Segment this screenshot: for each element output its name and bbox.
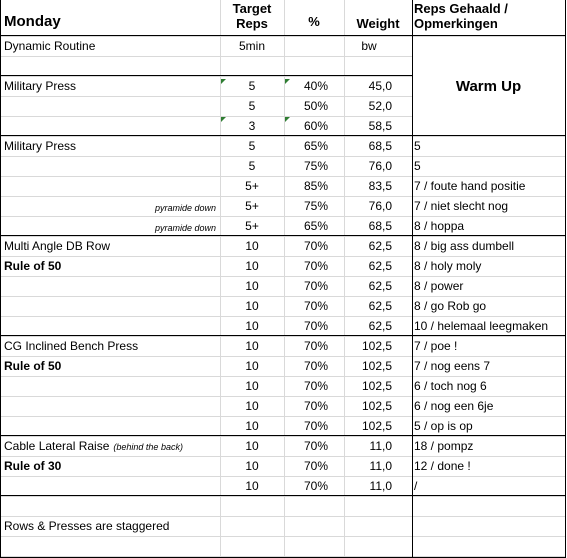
- percent-cell[interactable]: 70%: [303, 399, 328, 413]
- reps-cell[interactable]: 10: [245, 399, 259, 413]
- header-target-reps-1[interactable]: Target: [232, 1, 272, 16]
- result-cell[interactable]: 6 / nog een 6je: [414, 399, 494, 413]
- result-cell[interactable]: 10 / helemaal leegmaken: [414, 319, 549, 333]
- exercise-cell[interactable]: Rule of 50: [4, 359, 62, 373]
- result-cell[interactable]: 8 / power: [414, 279, 464, 293]
- comment-indicator-icon: [221, 79, 226, 84]
- percent-cell[interactable]: 75%: [303, 159, 328, 173]
- reps-cell[interactable]: 5+: [245, 219, 259, 233]
- weight-cell[interactable]: 11,0: [369, 439, 392, 453]
- gridline-h: [0, 376, 565, 377]
- reps-cell[interactable]: 10: [245, 279, 259, 293]
- border-section: [0, 335, 565, 336]
- result-cell[interactable]: 5: [414, 159, 421, 173]
- pyramid-note[interactable]: pyramide down: [154, 203, 216, 213]
- border-section: [0, 75, 412, 76]
- gridline-h: [0, 496, 565, 497]
- gridline-h: [0, 296, 565, 297]
- reps-cell[interactable]: 5: [248, 99, 256, 113]
- exercise-cell[interactable]: Rule of 50: [4, 259, 62, 273]
- percent-cell[interactable]: 70%: [303, 379, 328, 393]
- gridline-h: [0, 336, 565, 337]
- weight-cell[interactable]: 102,5: [361, 379, 392, 393]
- percent-cell[interactable]: 70%: [303, 339, 328, 353]
- percent-cell[interactable]: 65%: [303, 219, 328, 233]
- result-cell[interactable]: /: [414, 479, 418, 493]
- reps-cell[interactable]: 3: [248, 119, 256, 133]
- percent-cell[interactable]: 50%: [303, 99, 328, 113]
- weight-cell[interactable]: bw: [361, 39, 377, 53]
- comment-indicator-icon: [285, 79, 290, 84]
- percent-cell[interactable]: 85%: [303, 179, 328, 193]
- gridline-h: [0, 196, 565, 197]
- weight-cell[interactable]: 102,5: [361, 359, 392, 373]
- header-weight[interactable]: Weight: [356, 16, 400, 31]
- percent-cell[interactable]: 70%: [303, 459, 328, 473]
- exercise-inline-note: (behind the back): [113, 442, 183, 452]
- weight-cell[interactable]: 76,0: [368, 199, 392, 213]
- weight-cell[interactable]: 62,5: [368, 319, 392, 333]
- result-cell[interactable]: 6 / toch nog 6: [414, 379, 487, 393]
- weight-cell[interactable]: 45,0: [368, 79, 392, 93]
- exercise-cell[interactable]: Dynamic Routine: [4, 39, 96, 53]
- percent-cell[interactable]: 70%: [303, 479, 328, 493]
- gridline-h: [0, 416, 565, 417]
- border-section: [0, 435, 565, 436]
- gridline-h: [0, 276, 565, 277]
- percent-cell[interactable]: 70%: [303, 439, 328, 453]
- weight-cell[interactable]: 62,5: [368, 279, 392, 293]
- result-cell[interactable]: 7 / foute hand positie: [414, 179, 526, 193]
- gridline-h: [0, 236, 565, 237]
- result-cell[interactable]: 5 / op is op: [414, 419, 473, 433]
- percent-cell[interactable]: 60%: [303, 119, 328, 133]
- weight-cell[interactable]: 83,5: [368, 179, 392, 193]
- reps-cell[interactable]: 5: [248, 139, 256, 153]
- header-percent[interactable]: %: [308, 14, 320, 29]
- header-reps-done-2[interactable]: Opmerkingen: [414, 16, 498, 31]
- exercise-cell[interactable]: Rows & Presses are staggered: [4, 519, 170, 533]
- reps-cell[interactable]: 10: [245, 419, 259, 433]
- result-cell[interactable]: 5: [414, 139, 421, 153]
- header-target-reps-2[interactable]: Reps: [236, 16, 268, 31]
- result-cell[interactable]: 7 / poe !: [414, 339, 458, 353]
- gridline-h: [0, 356, 565, 357]
- reps-cell[interactable]: 5+: [245, 199, 259, 213]
- gridline-h: [0, 316, 565, 317]
- reps-cell[interactable]: 10: [245, 439, 259, 453]
- weight-cell[interactable]: 76,0: [368, 159, 392, 173]
- result-cell[interactable]: 12 / done !: [414, 459, 471, 473]
- border-section: [0, 135, 565, 136]
- weight-cell[interactable]: 102,5: [361, 419, 392, 433]
- result-cell[interactable]: 8 / hoppa: [414, 219, 465, 233]
- reps-cell[interactable]: 10: [245, 379, 259, 393]
- percent-cell[interactable]: 70%: [303, 259, 328, 273]
- weight-cell[interactable]: 62,5: [368, 299, 392, 313]
- reps-cell[interactable]: 5: [248, 159, 256, 173]
- exercise-cell[interactable]: CG Inclined Bench Press: [4, 339, 139, 353]
- result-cell[interactable]: 8 / holy moly: [414, 259, 482, 273]
- result-cell[interactable]: 7 / nog eens 7: [414, 359, 491, 373]
- percent-cell[interactable]: 70%: [303, 359, 328, 373]
- weight-cell[interactable]: 58,5: [368, 119, 392, 133]
- border-section: [0, 495, 565, 496]
- warm-up-label[interactable]: Warm Up: [455, 78, 522, 95]
- result-cell[interactable]: 8 / big ass dumbell: [414, 239, 515, 253]
- weight-cell[interactable]: 68,5: [368, 139, 392, 153]
- reps-cell[interactable]: 10: [245, 239, 259, 253]
- border-right: [565, 0, 566, 558]
- weight-cell[interactable]: 102,5: [361, 339, 392, 353]
- reps-cell[interactable]: 10: [245, 299, 259, 313]
- gridline-h: [0, 176, 565, 177]
- gridline-h: [0, 396, 565, 397]
- gridline-h: [0, 516, 565, 517]
- results-top-cell[interactable]: [413, 37, 565, 77]
- reps-cell[interactable]: 10: [245, 359, 259, 373]
- weight-cell[interactable]: 102,5: [361, 399, 392, 413]
- percent-cell[interactable]: 75%: [303, 199, 328, 213]
- gridline-h: [0, 136, 565, 137]
- comment-indicator-icon: [221, 117, 226, 122]
- exercise-cell[interactable]: Military Press: [4, 139, 77, 153]
- reps-cell[interactable]: 5+: [245, 179, 259, 193]
- reps-cell[interactable]: 10: [245, 259, 259, 273]
- exercise-cell[interactable]: Cable Lateral Raise (behind the back): [4, 439, 183, 453]
- reps-cell[interactable]: 5min: [238, 39, 265, 53]
- gridline-h: [0, 536, 565, 537]
- percent-cell[interactable]: 65%: [303, 139, 328, 153]
- percent-cell[interactable]: 70%: [303, 239, 328, 253]
- percent-cell[interactable]: 70%: [303, 419, 328, 433]
- comment-indicator-icon: [285, 117, 290, 122]
- border-section: [0, 235, 565, 236]
- pyramid-note[interactable]: pyramide down: [154, 223, 216, 233]
- weight-cell[interactable]: 11,0: [369, 479, 392, 493]
- percent-cell[interactable]: 70%: [303, 299, 328, 313]
- result-cell[interactable]: 18 / pompz: [414, 439, 474, 453]
- reps-cell[interactable]: 5: [248, 79, 256, 93]
- gridline-h: [0, 216, 565, 217]
- gridline-h: [0, 476, 565, 477]
- weight-cell[interactable]: 52,0: [368, 99, 392, 113]
- exercise-cell[interactable]: Rule of 30: [4, 459, 62, 473]
- gridline-h: [0, 156, 565, 157]
- exercise-cell[interactable]: Multi Angle DB Row: [4, 239, 111, 253]
- percent-cell[interactable]: 70%: [303, 279, 328, 293]
- percent-cell[interactable]: 40%: [303, 79, 328, 93]
- percent-cell[interactable]: 70%: [303, 319, 328, 333]
- result-cell[interactable]: 8 / go Rob go: [414, 299, 487, 313]
- weight-cell[interactable]: 68,5: [368, 219, 392, 233]
- reps-cell[interactable]: 10: [245, 479, 259, 493]
- reps-cell[interactable]: 10: [245, 459, 259, 473]
- reps-cell[interactable]: 10: [245, 319, 259, 333]
- weight-cell[interactable]: 11,0: [369, 459, 392, 473]
- border-header: [0, 35, 565, 36]
- result-cell[interactable]: 7 / niet slecht nog: [414, 199, 509, 213]
- gridline-h: [0, 456, 565, 457]
- exercise-cell[interactable]: Military Press: [4, 79, 77, 93]
- border-left: [0, 0, 1, 558]
- reps-cell[interactable]: 10: [245, 339, 259, 353]
- header-reps-done-1[interactable]: Reps Gehaald /: [414, 1, 508, 16]
- gridline-h: [0, 436, 565, 437]
- header-day[interactable]: Monday: [4, 13, 61, 30]
- weight-cell[interactable]: 62,5: [368, 239, 392, 253]
- weight-cell[interactable]: 62,5: [368, 259, 392, 273]
- gridline-h: [0, 256, 565, 257]
